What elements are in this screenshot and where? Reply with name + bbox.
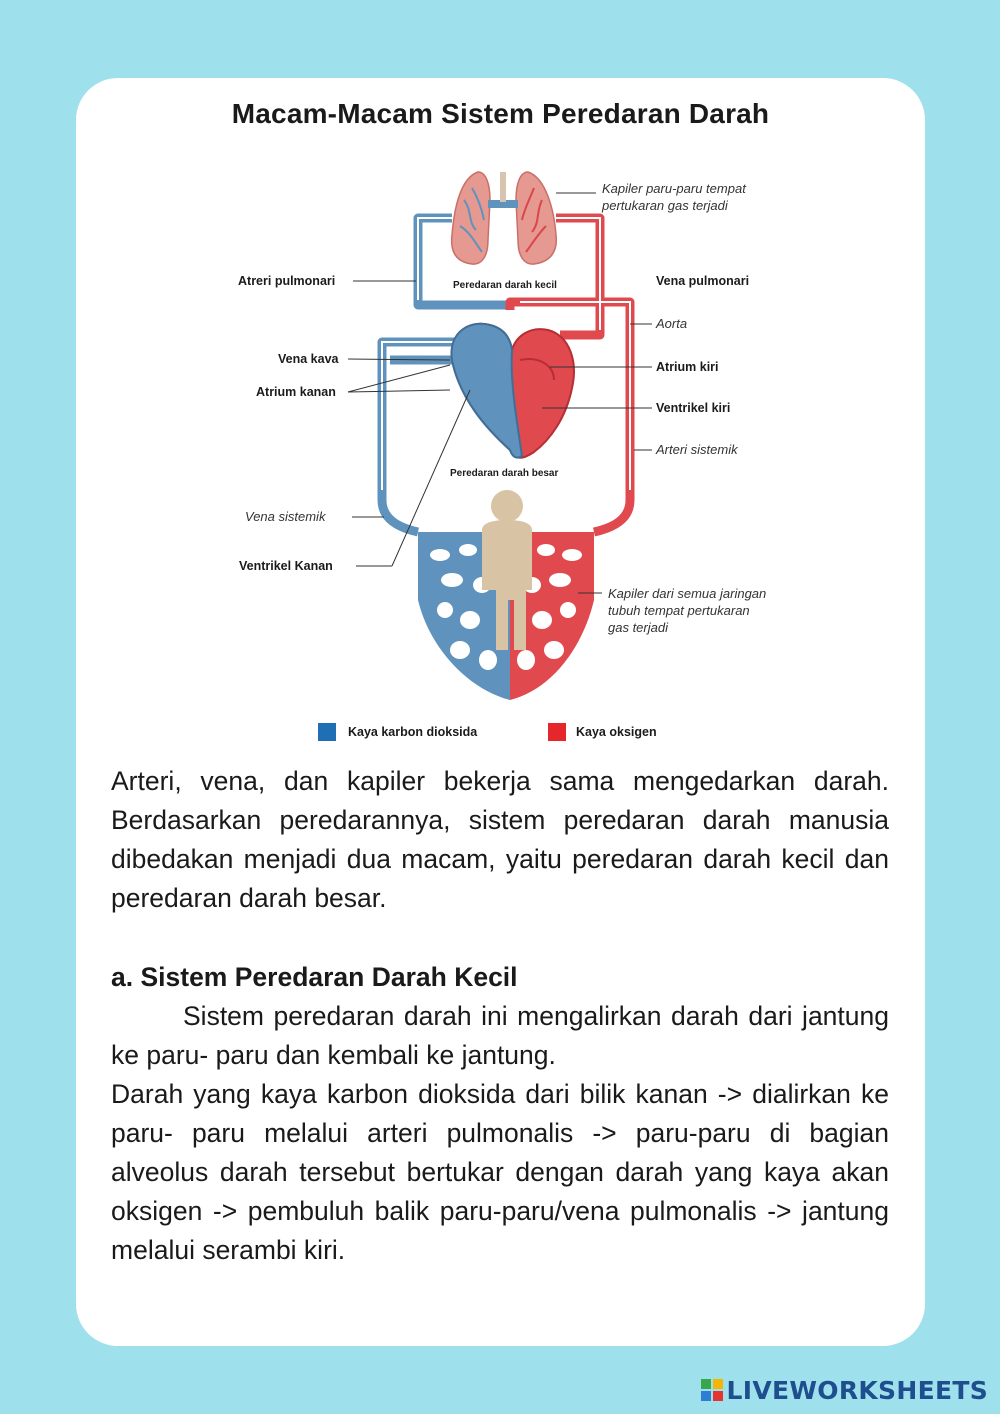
brand-watermark[interactable] [701, 1372, 988, 1408]
label-atrium-kiri: Atrium kiri [656, 360, 719, 374]
legend-swatch-co2 [318, 723, 336, 741]
label-kapiler-paru-line1: Kapiler paru-paru tempat [602, 181, 746, 196]
lungs-illustration [452, 172, 557, 264]
label-ventrikel-kanan: Ventrikel Kanan [239, 559, 333, 573]
paragraph-2: Darah yang kaya karbon dioksida dari bilik kanan -> dialirkan ke paru- paru melalui arteri pulmonalis -> paru-paru di bagian alveolus darah tersebut bertukar dengan darah yang kaya akan oksigen -> pembuluh balik paru-paru/vena pulmonalis -> jantung melalui serambi kiri. [111, 1079, 889, 1265]
intro-paragraph: Arteri, vena, dan kapiler bekerja sama mengedarkan darah. Berdasarkan peredarannya, sistem peredaran darah manusia dibedakan menjadi dua macam, yaitu peredaran darah kecil dan peredaran darah besar. [111, 766, 889, 913]
page-title: Macam-Macam Sistem Peredaran Darah [231, 98, 770, 129]
section-heading: a. Sistem Peredaran Darah Kecil [111, 962, 518, 992]
legend-label-co2: Kaya karbon dioksida [348, 725, 478, 739]
label-arteri-sistemik: Arteri sistemik [656, 442, 738, 457]
paragraph-1: Sistem peredaran darah ini mengalirkan darah dari jantung ke paru- paru dan kembali ke jantung. [111, 1001, 889, 1070]
label-aorta: Aorta [656, 316, 688, 331]
liveworksheets-logo-icon [701, 1379, 723, 1401]
label-vena-kava: Vena kava [278, 352, 339, 366]
legend [318, 723, 657, 741]
label-peredaran-kecil: Peredaran darah kecil [453, 280, 557, 291]
label-kapiler-tubuh-line1: Kapiler dari semua jaringan [608, 586, 767, 601]
circulation-diagram [220, 160, 820, 760]
label-kapiler-tubuh-line2: tubuh tempat pertukaran [608, 603, 750, 618]
label-kapiler-paru-line2: pertukaran gas terjadi [602, 198, 728, 213]
label-kapiler-tubuh-line3: gas terjadi [608, 620, 668, 635]
label-atrium-kanan: Atrium kanan [256, 385, 336, 399]
brand-text: LIVEWORKSHEETS [726, 1375, 988, 1405]
label-vena-sistemik: Vena sistemik [245, 509, 326, 524]
label-atreri-pulmonari: Atreri pulmonari [238, 274, 336, 288]
label-vena-pulmonari: Vena pulmonari [656, 274, 750, 288]
label-ventrikel-kiri: Ventrikel kiri [656, 401, 731, 415]
legend-swatch-oxygen [548, 723, 566, 741]
label-peredaran-besar: Peredaran darah besar [450, 468, 559, 479]
legend-label-oxygen: Kaya oksigen [576, 725, 657, 739]
